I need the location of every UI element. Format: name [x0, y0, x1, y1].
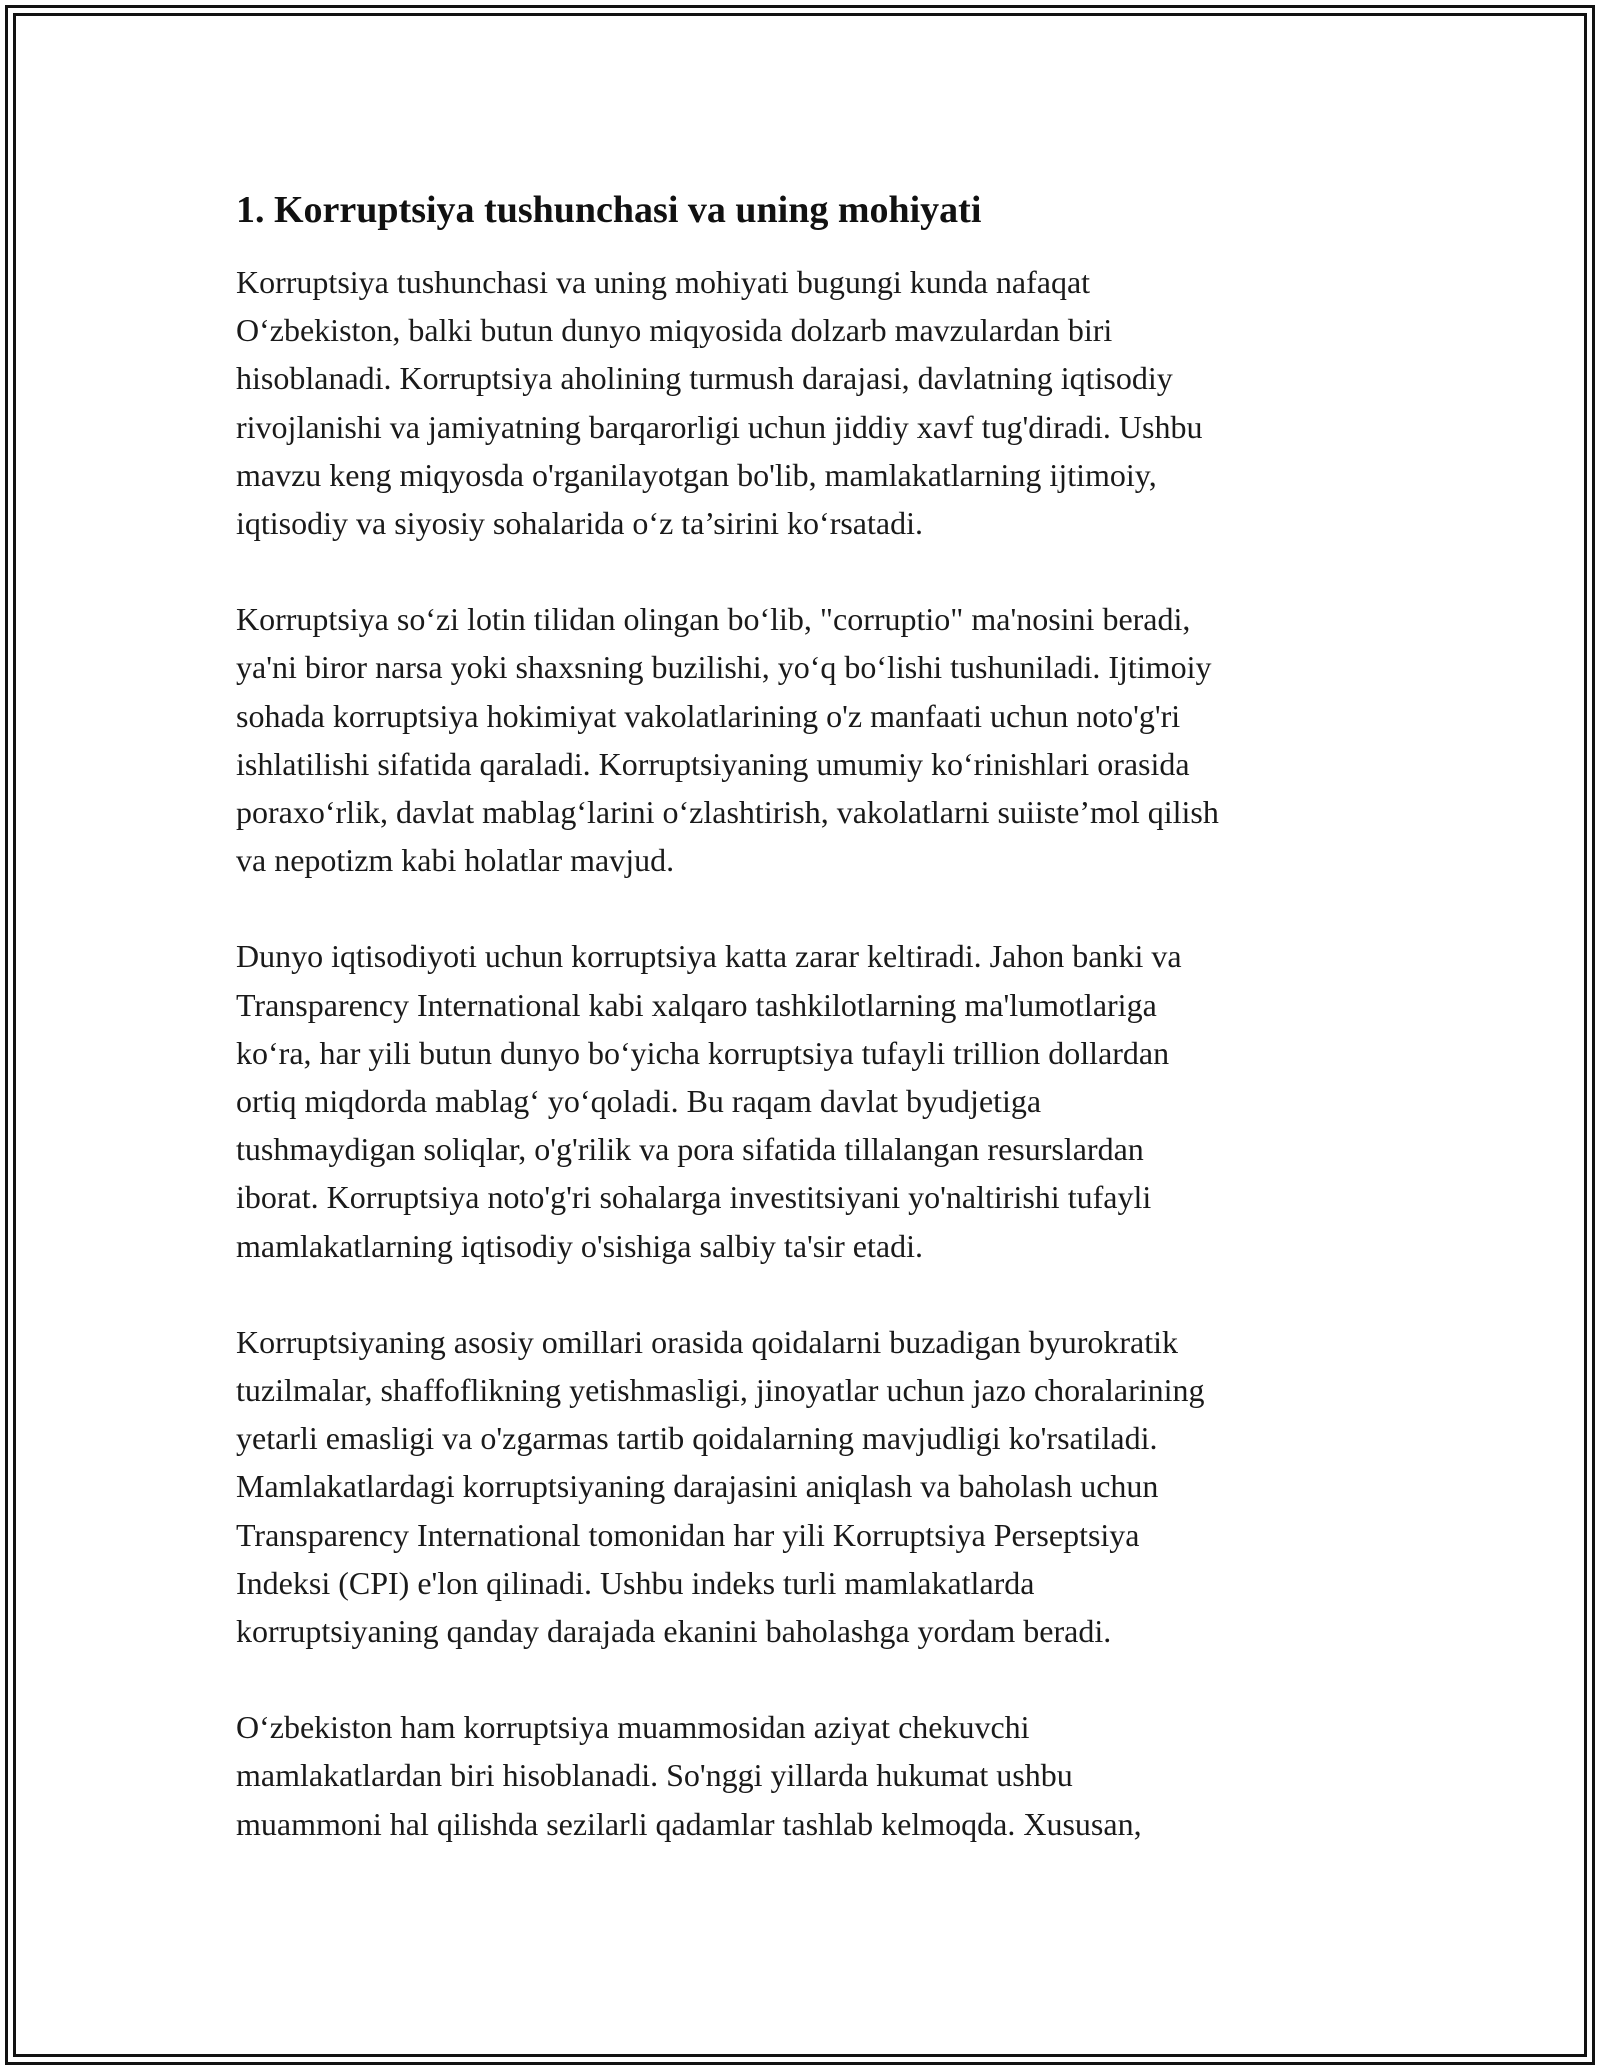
text-line: ishlatilishi sifatida qaraladi. Korruptsiyaning umumiy ko‘rinishlari orasida: [236, 745, 1190, 782]
text-line: Transparency International tomonidan har yili Korruptsiya Perseptsiya: [236, 1516, 1140, 1553]
document-body: [236, 186, 1376, 1896]
text-line: Transparency International kabi xalqaro tashkilotlarning ma'lumotlariga: [236, 986, 1157, 1023]
text-line: O‘zbekiston, balki butun dunyo miqyosida dolzarb mavzulardan biri: [236, 312, 1113, 349]
text-line: mavzu keng miqyosda o'rganilayotgan bo'lib, mamlakatlarning ijtimoiy,: [236, 456, 1157, 493]
paragraph-5: [236, 1703, 1376, 1848]
text-line: rivojlanishi va jamiyatning barqarorligi uchun jiddiy xavf tug'diradi. Ushbu: [236, 408, 1203, 445]
text-line: muammoni hal qilishda sezilarli qadamlar tashlab kelmoqda. Xususan,: [236, 1805, 1142, 1842]
text-line: iborat. Korruptsiya noto'g'ri sohalarga investitsiyani yo'naltirishi tufayli: [236, 1179, 1152, 1216]
text-line: tuzilmalar, shaffoflikning yetishmasligi, jinoyatlar uchun jazo choralarining: [236, 1372, 1205, 1409]
text-line: Korruptsiya so‘zi lotin tilidan olingan bo‘lib, "corruptio" ma'nosini beradi,: [236, 601, 1191, 638]
text-line: Dunyo iqtisodiyoti uchun korruptsiya katta zarar keltiradi. Jahon banki va: [236, 938, 1182, 975]
text-line: yetarli emasligi va o'zgarmas tartib qoidalarning mavjudligi ko'rsatiladi.: [236, 1420, 1158, 1457]
text-line: tushmaydigan soliqlar, o'g'rilik va pora sifatida tillalangan resurslardan: [236, 1131, 1144, 1168]
text-line: iqtisodiy va siyosiy sohalarida o‘z ta’sirini ko‘rsatadi.: [236, 505, 923, 542]
text-line: sohada korruptsiya hokimiyat vakolatlarining o'z manfaati uchun noto'g'ri: [236, 697, 1181, 734]
text-line: mamlakatlardan biri hisoblanadi. So'nggi yillarda hukumat ushbu: [236, 1757, 1073, 1794]
text-line: Mamlakatlardagi korruptsiyaning darajasini aniqlash va baholash uchun: [236, 1468, 1159, 1505]
section-heading: 1. Korruptsiya tushunchasi va uning mohiyati: [236, 189, 982, 231]
paragraph-2: [236, 595, 1376, 884]
text-line: mamlakatlarning iqtisodiy o'sishiga salbiy ta'sir etadi.: [236, 1227, 923, 1264]
text-line: korruptsiyaning qanday darajada ekanini baholashga yordam beradi.: [236, 1613, 1112, 1650]
text-line: ortiq miqdorda mablag‘ yo‘qoladi. Bu raqam davlat byudjetiga: [236, 1083, 1042, 1120]
text-line: hisoblanadi. Korruptsiya aholining turmush darajasi, davlatning iqtisodiy: [236, 360, 1173, 397]
paragraph-1: [236, 258, 1376, 547]
text-line: Korruptsiyaning asosiy omillari orasida qoidalarni buzadigan byurokratik: [236, 1323, 1178, 1360]
text-line: Indeksi (CPI) e'lon qilinadi. Ushbu indeks turli mamlakatlarda: [236, 1564, 1035, 1601]
text-line: Korruptsiya tushunchasi va uning mohiyati bugungi kunda nafaqat: [236, 264, 1091, 300]
text-line: ya'ni biror narsa yoki shaxsning buzilishi, yo‘q bo‘lishi tushuniladi. Ijtimoiy: [236, 649, 1212, 686]
paragraph-3: [236, 932, 1376, 1269]
text-line: O‘zbekiston ham korruptsiya muammosidan aziyat chekuvchi: [236, 1709, 1030, 1746]
text-line: poraxo‘rlik, davlat mablag‘larini o‘zlashtirish, vakolatlarni suiiste’mol qilish: [236, 794, 1219, 831]
text-line: va nepotizm kabi holatlar mavjud.: [236, 842, 675, 879]
paragraph-4: [236, 1318, 1376, 1655]
text-line: ko‘ra, har yili butun dunyo bo‘yicha korruptsiya tufayli trillion dollardan: [236, 1034, 1170, 1071]
